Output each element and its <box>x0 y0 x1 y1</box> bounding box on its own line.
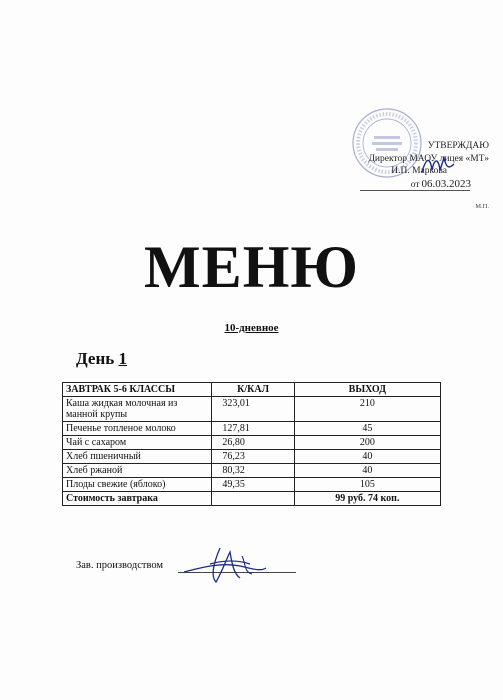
dish-kcal: 26,80 <box>212 436 294 450</box>
director-signature <box>418 150 458 180</box>
table-row <box>63 436 441 450</box>
dish-name: Хлеб ржаной <box>63 464 212 478</box>
dish-yield: 40 <box>294 464 440 478</box>
day-heading <box>76 349 127 369</box>
day-number: 1 <box>118 349 127 368</box>
table-row <box>63 422 441 436</box>
dish-name: Печенье топленое молоко <box>63 422 212 436</box>
dish-name: Каша жидкая молочная из манной крупы <box>63 397 212 422</box>
seal-label: М.П. <box>475 203 489 210</box>
header-kcal: К/КАЛ <box>212 383 294 397</box>
approval-date-prefix: от <box>410 179 420 190</box>
day-label: День <box>76 349 115 368</box>
dish-yield: 200 <box>294 436 440 450</box>
dish-yield: 45 <box>294 422 440 436</box>
dish-name: Чай с сахаром <box>63 436 212 450</box>
approval-date: 06.03.2023 <box>421 177 471 190</box>
dish-kcal: 76,23 <box>212 450 294 464</box>
footer-label: Зав. производством <box>76 560 164 571</box>
table-row <box>63 397 441 422</box>
menu-table <box>62 382 441 506</box>
dish-yield: 40 <box>294 450 440 464</box>
total-value: 99 руб. 74 коп. <box>294 492 440 506</box>
dish-kcal: 49,35 <box>212 478 294 492</box>
dish-kcal: 80,32 <box>212 464 294 478</box>
dish-yield: 105 <box>294 478 440 492</box>
approval-block <box>319 140 489 214</box>
dish-name: Плоды свежие (яблоко) <box>63 478 212 492</box>
dish-yield: 210 <box>294 397 440 422</box>
dish-kcal: 323,01 <box>212 397 294 422</box>
approval-date-line <box>319 178 489 192</box>
header-meal: ЗАВТРАК 5-6 КЛАССЫ <box>63 383 212 397</box>
approval-title: УТВЕРЖДАЮ <box>427 141 489 151</box>
approval-underline <box>360 190 470 191</box>
total-empty-cell <box>212 492 294 506</box>
production-signature <box>180 542 270 586</box>
table-row <box>63 464 441 478</box>
page-title: МЕНЮ <box>144 234 359 300</box>
total-row <box>63 492 441 506</box>
page-subtitle: 10-дневное <box>224 322 279 334</box>
approval-name: И.П. Маркова <box>391 166 447 176</box>
table-row <box>63 478 441 492</box>
dish-name: Хлеб пшеничный <box>63 450 212 464</box>
table-header-row <box>63 383 441 397</box>
total-label: Стоимость завтрака <box>63 492 212 506</box>
approval-position: Директор МАОУ лицея «МТ» <box>368 153 489 164</box>
dish-kcal: 127,81 <box>212 422 294 436</box>
header-yield: ВЫХОД <box>294 383 440 397</box>
table-row <box>63 450 441 464</box>
